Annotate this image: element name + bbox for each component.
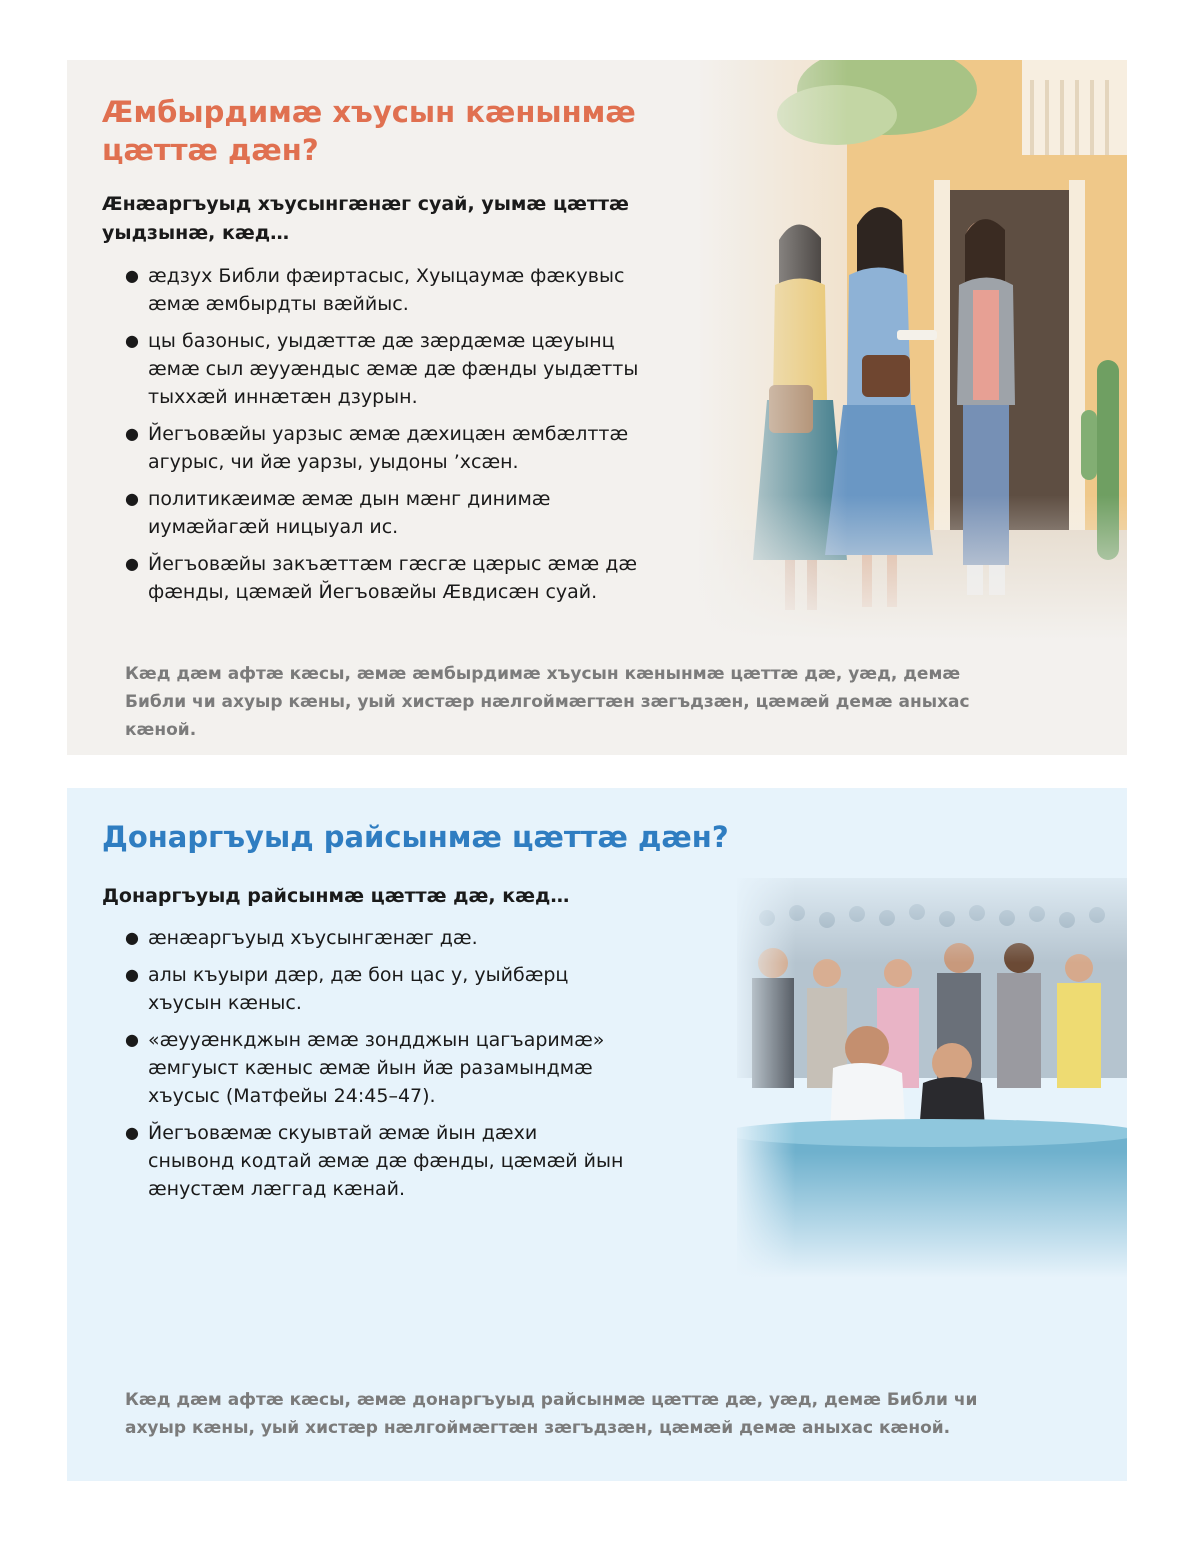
- panel-intro: Донаргъуыд райсынмæ цæттæ дæ, кæд…: [102, 885, 570, 907]
- panel-title: Донаргъуыд райсынмæ цæттæ дæн?: [102, 820, 729, 854]
- bullet-icon: ●: [125, 1030, 139, 1049]
- bullet-icon: ●: [125, 928, 139, 947]
- list-item: [125, 420, 665, 476]
- list-item-text: политикæимæ æмæ дын мæнг динимæ иумæйагæй ницыуал ис.: [148, 488, 551, 538]
- list-item: [125, 327, 665, 411]
- bullet-icon: ●: [125, 424, 139, 443]
- list-item: [125, 1119, 625, 1203]
- list-item: [125, 961, 625, 1017]
- list-item-text: алы къуыри дæр, дæ бон цас у, уыйбæрц хъусын кæныс.: [148, 964, 569, 1014]
- list-item-text: «æууæнкджын æмæ зондджын цагъаримæ» æмгуыст кæныс æмæ йын йæ разамындмæ хъусыс (Матфейы 24:45–47).: [148, 1029, 605, 1107]
- baptism-scene-illustration: [737, 858, 1127, 1278]
- list-item-text: Йегъовæйы закъæттæм гæсгæ цæрыс æмæ дæ фæнды, цæмæй Йегъовæйы Æвдисæн суай.: [148, 553, 638, 603]
- list-item: [125, 924, 625, 952]
- preaching-scene-illustration: [697, 60, 1127, 640]
- footer-note: Кæд дæм афтæ кæсы, æмæ æмбырдимæ хъусын кæнынмæ цæттæ дæ, уæд, демæ Библи чи ахуыр кæны, уый хистæр нæлгоймæгтæн зæгъдзæн, цæмæй демæ аныхас кæной.: [125, 664, 970, 740]
- bullet-icon: ●: [125, 1123, 139, 1142]
- bullet-icon: ●: [125, 266, 139, 285]
- list-item: [125, 550, 665, 606]
- panel-title: Æмбырдимæ хъусын кæнынмæ цæттæ дæн?: [102, 95, 636, 167]
- bullet-icon: ●: [125, 965, 139, 984]
- list-item-text: Йегъовæмæ скуывтай æмæ йын дæхи снывонд кодтай æмæ дæ фæнды, цæмæй йын æнустæм лæггад кæнай.: [148, 1122, 624, 1200]
- bullet-icon: ●: [125, 554, 139, 573]
- bullet-icon: ●: [125, 331, 139, 350]
- list-item: [125, 485, 665, 541]
- requirements-list: [125, 262, 665, 615]
- panel-ready-to-preach: [67, 60, 1127, 755]
- list-item: [125, 1026, 625, 1110]
- list-item-text: Йегъовæйы уарзыс æмæ дæхицæн æмбæлттæ агурыс, чи йæ уарзы, уыдоны ’хсæн.: [148, 423, 629, 473]
- requirements-list: [125, 924, 625, 1212]
- list-item-text: æдзух Библи фæиртасыс, Хуыцаумæ фæкувыс æмæ æмбырдты вæййыс.: [148, 265, 625, 315]
- list-item: [125, 262, 665, 318]
- footer-note: Кæд дæм афтæ кæсы, æмæ донаргъуыд райсынмæ цæттæ дæ, уæд, демæ Библи чи ахуыр кæны, уый хистæр нæлгоймæгтæн зæгъдзæн, цæмæй демæ аныхас кæной.: [125, 1390, 978, 1438]
- list-item-text: цы базоныс, уыдæттæ дæ зæрдæмæ цæуынц æмæ сыл æууæндыс æмæ дæ фæнды уыдæтты тыххæй иннæтæн дзурын.: [148, 330, 639, 408]
- panel-ready-for-baptism: [67, 788, 1127, 1481]
- panel-intro: Æнæаргъуыд хъусынгæнæг суай, уымæ цæттæ уыдзынæ, кæд…: [102, 193, 629, 244]
- bullet-icon: ●: [125, 489, 139, 508]
- list-item-text: æнæаргъуыд хъусынгæнæг дæ.: [148, 927, 478, 949]
